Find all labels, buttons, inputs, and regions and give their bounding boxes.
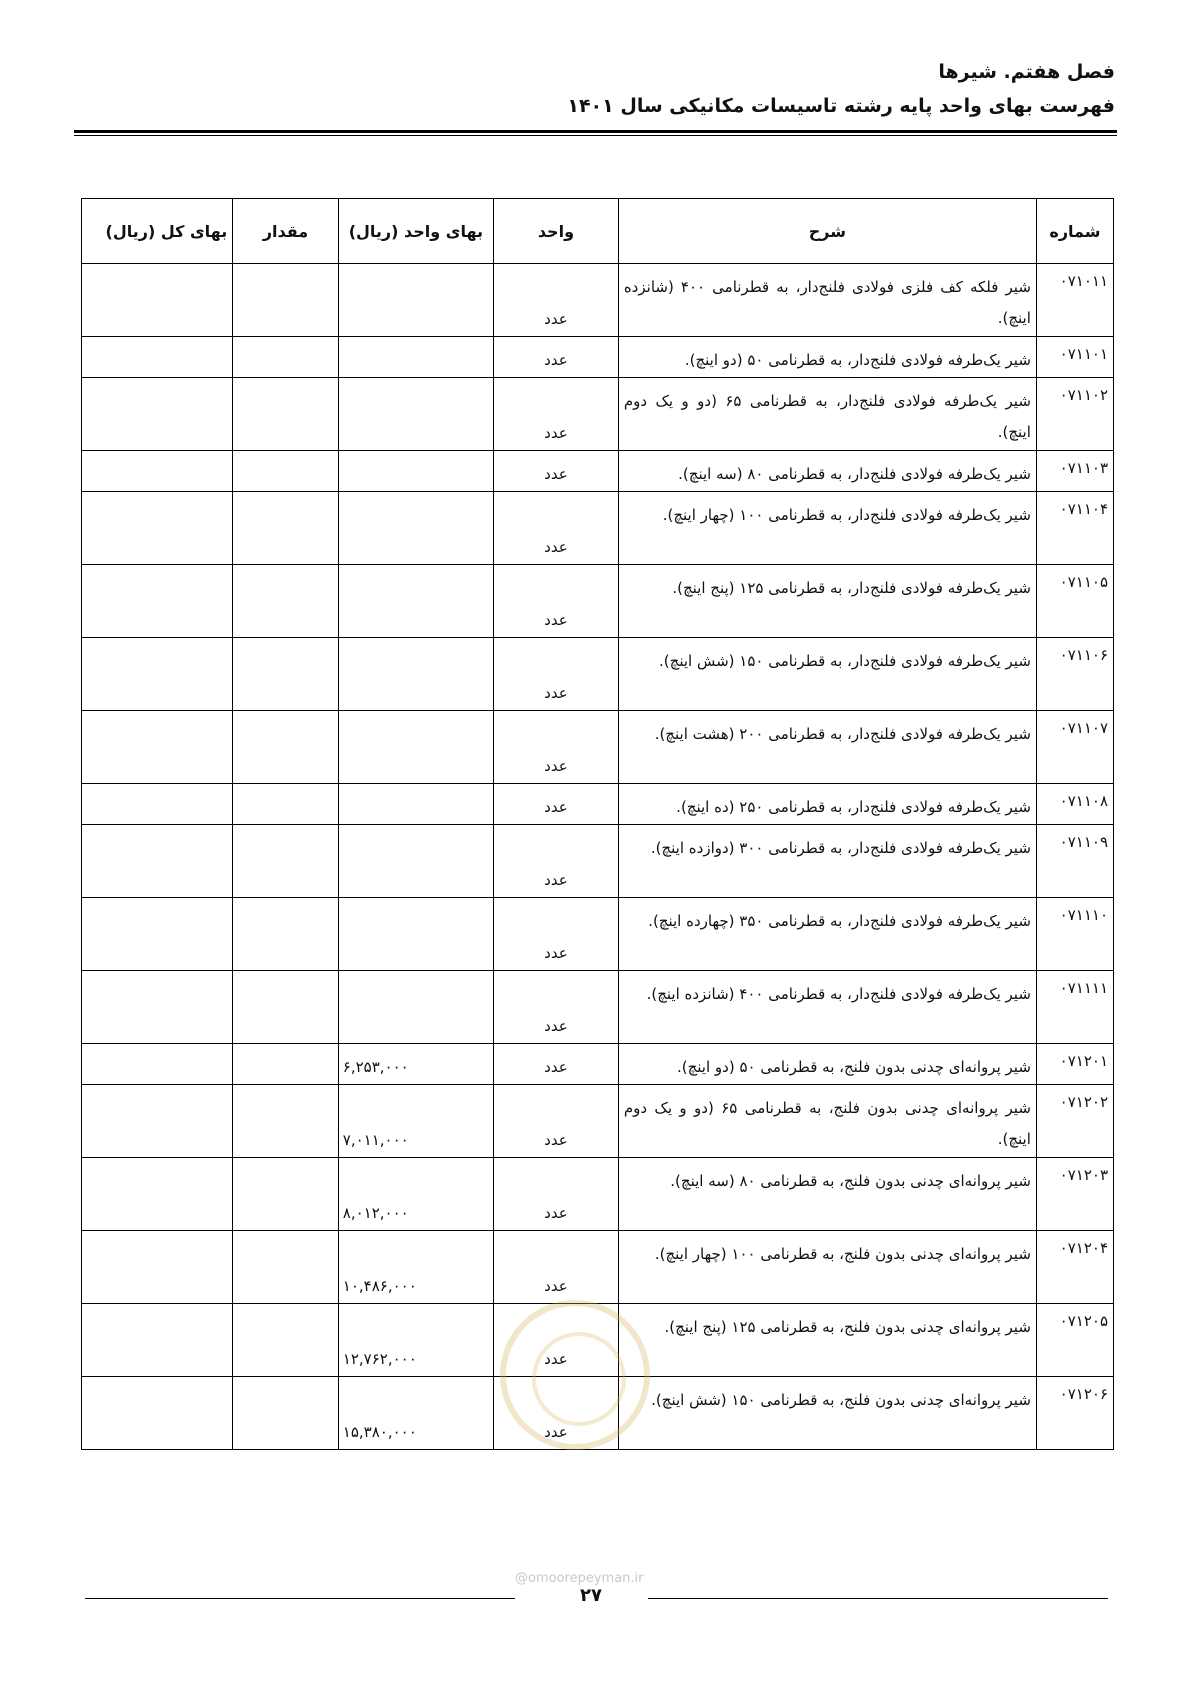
item-quantity xyxy=(233,971,339,1044)
page-header xyxy=(567,58,1115,122)
table-row xyxy=(82,971,1114,1044)
item-code: ۰۷۱۲۰۱ xyxy=(1036,1044,1113,1085)
item-unit-price xyxy=(338,971,493,1044)
item-code: ۰۷۱۰۱۱ xyxy=(1036,264,1113,337)
item-quantity xyxy=(233,784,339,825)
item-unit: عدد xyxy=(494,1044,619,1085)
item-description: شیر یک‌طرفه فولادی فلنج‌دار، به قطرنامی ۶۵ (دو و یک دوم اینچ). xyxy=(618,378,1036,451)
item-code: ۰۷۱۲۰۴ xyxy=(1036,1231,1113,1304)
column-header-quantity: مقدار xyxy=(233,199,339,264)
table-row xyxy=(82,492,1114,565)
chapter-title: فصل هفتم. شیرها xyxy=(938,61,1115,83)
item-total-price xyxy=(82,1085,233,1158)
item-quantity xyxy=(233,1231,339,1304)
item-unit: عدد xyxy=(494,711,619,784)
table-row xyxy=(82,451,1114,492)
item-quantity xyxy=(233,1085,339,1158)
item-description: شیر پروانه‌ای چدنی بدون فلنج، به قطرنامی ۱۵۰ (شش اینچ). xyxy=(618,1377,1036,1450)
item-code: ۰۷۱۱۰۸ xyxy=(1036,784,1113,825)
item-code: ۰۷۱۲۰۶ xyxy=(1036,1377,1113,1450)
item-unit: عدد xyxy=(494,1304,619,1377)
item-unit: عدد xyxy=(494,1377,619,1450)
table-row xyxy=(82,898,1114,971)
item-total-price xyxy=(82,264,233,337)
table-row xyxy=(82,1085,1114,1158)
item-quantity xyxy=(233,451,339,492)
item-total-price xyxy=(82,492,233,565)
table-row xyxy=(82,638,1114,711)
item-unit: عدد xyxy=(494,1231,619,1304)
item-unit: عدد xyxy=(494,492,619,565)
item-code: ۰۷۱۱۰۶ xyxy=(1036,638,1113,711)
table-row xyxy=(82,1044,1114,1085)
item-unit-price xyxy=(338,711,493,784)
item-code: ۰۷۱۱۱۱ xyxy=(1036,971,1113,1044)
item-description: شیر یک‌طرفه فولادی فلنج‌دار، به قطرنامی ۸۰ (سه اینچ). xyxy=(618,451,1036,492)
item-quantity xyxy=(233,711,339,784)
item-total-price xyxy=(82,1377,233,1450)
item-description: شیر یک‌طرفه فولادی فلنج‌دار، به قطرنامی ۳۵۰ (چهارده اینچ). xyxy=(618,898,1036,971)
item-unit-price: ۸,۰۱۲,۰۰۰ xyxy=(338,1158,493,1231)
item-unit: عدد xyxy=(494,898,619,971)
item-code: ۰۷۱۱۰۱ xyxy=(1036,337,1113,378)
item-total-price xyxy=(82,378,233,451)
item-code: ۰۷۱۱۱۰ xyxy=(1036,898,1113,971)
item-quantity xyxy=(233,337,339,378)
item-unit-price: ۱۵,۳۸۰,۰۰۰ xyxy=(338,1377,493,1450)
item-unit-price xyxy=(338,638,493,711)
item-quantity xyxy=(233,565,339,638)
item-quantity xyxy=(233,825,339,898)
column-header-unit: واحد xyxy=(494,199,619,264)
item-total-price xyxy=(82,1231,233,1304)
item-unit: عدد xyxy=(494,825,619,898)
item-unit-price xyxy=(338,565,493,638)
item-description: شیر پروانه‌ای چدنی بدون فلنج، به قطرنامی ۶۵ (دو و یک دوم اینچ). xyxy=(618,1085,1036,1158)
item-code: ۰۷۱۱۰۴ xyxy=(1036,492,1113,565)
item-unit-price xyxy=(338,784,493,825)
header-rule-thin xyxy=(74,135,1117,136)
item-total-price xyxy=(82,711,233,784)
table-row xyxy=(82,337,1114,378)
item-quantity xyxy=(233,1158,339,1231)
item-total-price xyxy=(82,451,233,492)
item-description: شیر یک‌طرفه فولادی فلنج‌دار، به قطرنامی ۲۵۰ (ده اینچ). xyxy=(618,784,1036,825)
item-quantity xyxy=(233,492,339,565)
item-unit: عدد xyxy=(494,1158,619,1231)
item-total-price xyxy=(82,565,233,638)
table-row xyxy=(82,264,1114,337)
item-description: شیر یک‌طرفه فولادی فلنج‌دار، به قطرنامی ۳۰۰ (دوازده اینچ). xyxy=(618,825,1036,898)
item-quantity xyxy=(233,264,339,337)
item-unit: عدد xyxy=(494,264,619,337)
item-unit: عدد xyxy=(494,784,619,825)
item-quantity xyxy=(233,1377,339,1450)
item-description: شیر فلکه کف فلزی فولادی فلنج‌دار، به قطرنامی ۴۰۰ (شانزده اینچ). xyxy=(618,264,1036,337)
page-number: ۲۷ xyxy=(580,1585,602,1606)
document-subtitle: فهرست بهای واحد پایه رشته تاسیسات مکانیکی سال ۱۴۰۱ xyxy=(567,95,1115,117)
item-description: شیر یک‌طرفه فولادی فلنج‌دار، به قطرنامی ۱۵۰ (شش اینچ). xyxy=(618,638,1036,711)
item-unit: عدد xyxy=(494,1085,619,1158)
item-quantity xyxy=(233,378,339,451)
item-code: ۰۷۱۱۰۷ xyxy=(1036,711,1113,784)
item-unit-price: ۷,۰۱۱,۰۰۰ xyxy=(338,1085,493,1158)
item-description: شیر پروانه‌ای چدنی بدون فلنج، به قطرنامی ۸۰ (سه اینچ). xyxy=(618,1158,1036,1231)
table-row xyxy=(82,378,1114,451)
price-list-table xyxy=(81,198,1114,1450)
item-code: ۰۷۱۲۰۲ xyxy=(1036,1085,1113,1158)
table-row xyxy=(82,784,1114,825)
item-quantity xyxy=(233,1044,339,1085)
footer-rule-right xyxy=(648,1598,1108,1599)
item-code: ۰۷۱۱۰۹ xyxy=(1036,825,1113,898)
column-header-code: شماره xyxy=(1036,199,1113,264)
table-row xyxy=(82,1231,1114,1304)
item-total-price xyxy=(82,638,233,711)
item-total-price xyxy=(82,1044,233,1085)
item-unit: عدد xyxy=(494,971,619,1044)
item-total-price xyxy=(82,1304,233,1377)
item-unit-price: ۱۲,۷۶۲,۰۰۰ xyxy=(338,1304,493,1377)
item-unit: عدد xyxy=(494,451,619,492)
item-total-price xyxy=(82,784,233,825)
item-unit-price xyxy=(338,264,493,337)
item-unit: عدد xyxy=(494,337,619,378)
table-header-row xyxy=(82,199,1114,264)
item-description: شیر پروانه‌ای چدنی بدون فلنج، به قطرنامی ۵۰ (دو اینچ). xyxy=(618,1044,1036,1085)
watermark-site: @omoorepeyman.ir xyxy=(515,1571,644,1586)
item-unit-price xyxy=(338,451,493,492)
item-description: شیر یک‌طرفه فولادی فلنج‌دار، به قطرنامی ۴۰۰ (شانزده اینچ). xyxy=(618,971,1036,1044)
column-header-description: شرح xyxy=(618,199,1036,264)
item-unit-price xyxy=(338,337,493,378)
item-total-price xyxy=(82,337,233,378)
item-description: شیر یک‌طرفه فولادی فلنج‌دار، به قطرنامی ۱۰۰ (چهار اینچ). xyxy=(618,492,1036,565)
item-unit: عدد xyxy=(494,565,619,638)
table-row xyxy=(82,1158,1114,1231)
item-unit-price xyxy=(338,492,493,565)
item-code: ۰۷۱۲۰۵ xyxy=(1036,1304,1113,1377)
item-total-price xyxy=(82,1158,233,1231)
item-unit-price: ۶,۲۵۳,۰۰۰ xyxy=(338,1044,493,1085)
item-description: شیر پروانه‌ای چدنی بدون فلنج، به قطرنامی ۱۲۵ (پنج اینچ). xyxy=(618,1304,1036,1377)
item-quantity xyxy=(233,638,339,711)
item-description: شیر یک‌طرفه فولادی فلنج‌دار، به قطرنامی ۲۰۰ (هشت اینچ). xyxy=(618,711,1036,784)
item-description: شیر پروانه‌ای چدنی بدون فلنج، به قطرنامی ۱۰۰ (چهار اینچ). xyxy=(618,1231,1036,1304)
table-row xyxy=(82,565,1114,638)
column-header-unit-price: بهای واحد (ریال) xyxy=(338,199,493,264)
item-description: شیر یک‌طرفه فولادی فلنج‌دار، به قطرنامی ۱۲۵ (پنج اینچ). xyxy=(618,565,1036,638)
item-total-price xyxy=(82,971,233,1044)
item-total-price xyxy=(82,898,233,971)
item-code: ۰۷۱۱۰۳ xyxy=(1036,451,1113,492)
item-unit-price xyxy=(338,378,493,451)
item-total-price xyxy=(82,825,233,898)
watermark-seal xyxy=(500,1300,650,1450)
item-quantity xyxy=(233,898,339,971)
item-unit-price xyxy=(338,898,493,971)
item-unit-price: ۱۰,۴۸۶,۰۰۰ xyxy=(338,1231,493,1304)
item-description: شیر یک‌طرفه فولادی فلنج‌دار، به قطرنامی ۵۰ (دو اینچ). xyxy=(618,337,1036,378)
header-rule-thick xyxy=(74,130,1117,133)
item-quantity xyxy=(233,1304,339,1377)
table-row xyxy=(82,711,1114,784)
table-row xyxy=(82,825,1114,898)
item-code: ۰۷۱۱۰۵ xyxy=(1036,565,1113,638)
item-code: ۰۷۱۲۰۳ xyxy=(1036,1158,1113,1231)
item-code: ۰۷۱۱۰۲ xyxy=(1036,378,1113,451)
footer-rule-left xyxy=(85,1598,515,1599)
item-unit: عدد xyxy=(494,638,619,711)
column-header-total-price: بهای کل (ریال) xyxy=(82,199,233,264)
item-unit-price xyxy=(338,825,493,898)
item-unit: عدد xyxy=(494,378,619,451)
